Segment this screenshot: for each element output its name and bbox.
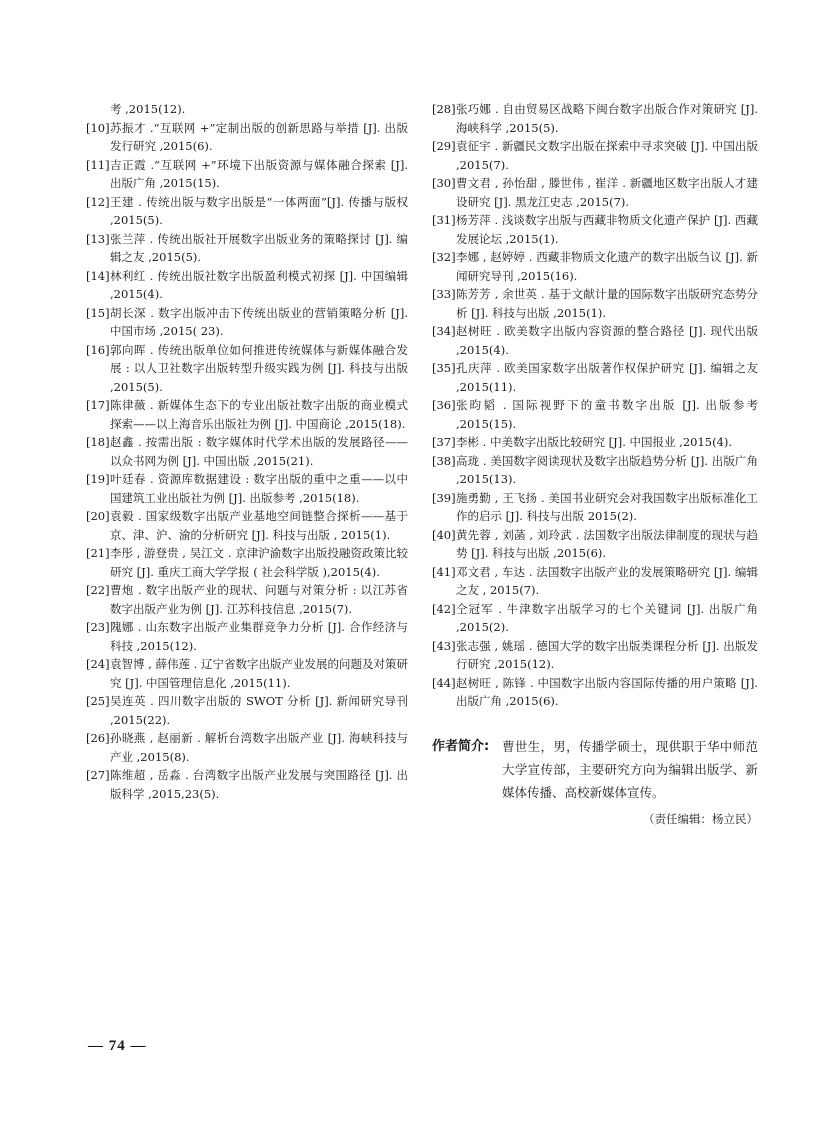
reference-item: [86, 193, 408, 230]
reference-number: [14]: [86, 268, 110, 283]
reference-item: [432, 359, 758, 396]
right-column: [432, 100, 758, 828]
reference-number: [17]: [86, 398, 110, 412]
reference-number: [12]: [86, 194, 110, 209]
reference-text: 杨芳萍 . 浅谈数字出版与西藏非物质文化遗产保护 [J]. 西藏发展论坛 ,2015(1).: [456, 213, 758, 246]
reference-item: [86, 267, 408, 304]
reference-item: [86, 618, 408, 655]
reference-number: [18]: [86, 435, 110, 449]
reference-text: 苏振才 .“互联网 +”定制出版的创新思路与举措 [J]. 出版发行研究 ,2015(6).: [110, 120, 408, 153]
reference-number: [24]: [86, 657, 110, 671]
reference-number: [15]: [86, 305, 110, 320]
reference-text: 张志强 , 姚瑶 . 德国大学的数字出版类课程分析 [J]. 出版发行研究 ,2015(12).: [456, 638, 758, 671]
reference-item: [86, 396, 408, 433]
reference-item: [432, 563, 758, 600]
reference-number: [29]: [432, 139, 456, 153]
reference-number: [36]: [432, 398, 456, 412]
reference-number: [28]: [432, 102, 456, 116]
reference-item: [86, 470, 408, 507]
reference-number: [41]: [432, 564, 456, 579]
reference-number: [43]: [432, 638, 456, 653]
reference-number: [35]: [432, 361, 456, 375]
reference-number: [10]: [86, 120, 110, 135]
reference-number: [19]: [86, 472, 110, 486]
reference-number: [16]: [86, 342, 110, 357]
reference-item: [432, 600, 758, 637]
reference-text: 袁智博 , 薛伟莲 . 辽宁省数字出版产业发展的问题及对策研究 [J]. 中国管理信息化 ,2015(11).: [110, 657, 408, 690]
reference-item: [432, 674, 758, 711]
reference-text: 李娜 , 赵婷婷 . 西藏非物质文化遗产的数字出版刍议 [J]. 新闻研究导刊 ,2015(16).: [456, 250, 758, 283]
reference-number: [11]: [86, 157, 110, 172]
reference-text: 袁征宇 . 新疆民文数字出版在探索中寻求突破 [J]. 中国出版 ,2015(7).: [456, 139, 758, 172]
reference-list-right: [432, 100, 758, 711]
reference-text: 邓文君 , 车达 . 法国数字出版产业的发展策略研究 [J]. 编辑之友 , 2015(7).: [456, 564, 758, 597]
reference-number: [40]: [432, 527, 456, 542]
author-bio: [432, 735, 758, 804]
reference-item: [432, 137, 758, 174]
reference-text: 胡长深 . 数字出版冲击下传统出版业的营销策略分析 [J]. 中国市场 ,2015( 23).: [110, 305, 408, 338]
reference-text: 曹文君 , 孙怡甜 , 滕世伟 , 崔洋 . 新疆地区数字出版人才建设研究 [J]. 黑龙江史志 ,2015(7).: [456, 176, 758, 209]
reference-text: 陈维超 , 岳淼 . 台湾数字出版产业发展与突围路径 [J]. 出版科学 ,2015,23(5).: [110, 768, 408, 801]
reference-text: 曹炮 . 数字出版产业的现状、问题与对策分析 : 以江苏省数字出版产业为例 [J]. 江苏科技信息 ,2015(7).: [110, 583, 408, 616]
reference-item: [432, 396, 758, 433]
reference-text: 高珑 . 美国数字阅读现状及数字出版趋势分析 [J]. 出版广角 ,2015(13).: [456, 453, 758, 486]
reference-text: 施勇勤 , 王飞扬 . 美国书业研究会对我国数字出版标准化工作的启示 [J]. 科技与出版 2015(2).: [456, 490, 758, 523]
reference-item: [432, 489, 758, 526]
reference-number: [37]: [432, 435, 456, 449]
left-column: [86, 100, 408, 803]
reference-item: [86, 119, 408, 156]
reference-item: [86, 544, 408, 581]
reference-item: [432, 452, 758, 489]
reference-item: [432, 211, 758, 248]
reference-text: 陈律薇 . 新媒体生态下的专业出版社数字出版的商业模式探索——以上海音乐出版社为例 [J]. 中国商论 ,2015(18).: [110, 398, 408, 431]
reference-item: [86, 766, 408, 803]
reference-number: [33]: [432, 287, 456, 301]
reference-number: [20]: [86, 509, 110, 523]
reference-item: [86, 655, 408, 692]
reference-item: [86, 729, 408, 766]
reference-text: 张兰萍 . 传统出版社开展数字出版业务的策略探讨 [J]. 编辑之友 ,2015(5).: [110, 231, 408, 264]
reference-text: 李彤 , 游登贵 , 吴江文 . 京津沪渝数字出版投融资政策比较研究 [J]. 重庆工商大学学报 ( 社会科学版 ),2015(4).: [110, 546, 408, 579]
reference-item: [86, 230, 408, 267]
reference-number: [26]: [86, 731, 110, 745]
reference-item: [86, 304, 408, 341]
reference-item: [86, 692, 408, 729]
reference-text: 赵树旺 . 欧美数字出版内容资源的整合路径 [J]. 现代出版 ,2015(4).: [456, 324, 758, 357]
reference-item: [432, 433, 758, 452]
reference-text: 袁毅 . 国家级数字出版产业基地空间链整合探析——基于京、津、沪、渝的分析研究 [J]. 科技与出版 , 2015(1).: [110, 509, 408, 542]
reference-item: [86, 156, 408, 193]
reference-text: 孙晓燕 , 赵丽新 . 解析台湾数字出版产业 [J]. 海峡科技与产业 ,2015(8).: [110, 731, 408, 764]
reference-item: [432, 637, 758, 674]
reference-item: [432, 285, 758, 322]
reference-text: 吴连英 . 四川数字出版的 SWOT 分析 [J]. 新闻研究导刊 ,2015(22).: [110, 694, 408, 727]
reference-text: 赵鑫 . 按需出版 : 数字媒体时代学术出版的发展路径——以众书网为例 [J]. 中国出版 ,2015(21).: [110, 435, 408, 468]
reference-text: 张巧娜 . 自由贸易区战略下闽台数字出版合作对策研究 [J]. 海峡科学 ,2015(5).: [456, 102, 758, 135]
reference-number: [22]: [86, 583, 110, 597]
reference-number: [23]: [86, 620, 110, 634]
reference-number: [13]: [86, 231, 110, 246]
reference-item: [432, 526, 758, 563]
reference-text: 仝冠军 . 牛津数字出版学习的七个关键词 [J]. 出版广角 ,2015(2).: [456, 601, 758, 634]
reference-text: 黄先蓉 , 刘菡 , 刘玲武 . 法国数字出版法律制度的现状与趋势 [J]. 科技与出版 ,2015(6).: [456, 527, 758, 560]
reference-text: 赵树旺 , 陈锋 . 中国数字出版内容国际传播的用户策略 [J]. 出版广角 ,2015(6).: [456, 675, 758, 708]
reference-number: [21]: [86, 546, 110, 560]
reference-number: [44]: [432, 675, 456, 690]
reference-item: [86, 341, 408, 397]
author-bio-text: 曹世生，男，传播学硕士，现供职于华中师范大学宣传部，主要研究方向为编辑出版学、新媒体传播、高校新媒体宣传。: [502, 738, 758, 800]
reference-text: 陈芳芳 , 余世英 . 基于文献计量的国际数字出版研究态势分析 [J]. 科技与出版 ,2015(1).: [456, 287, 758, 320]
reference-number: [25]: [86, 694, 110, 708]
reference-item: [432, 174, 758, 211]
reference-text: 吉正霞 .“互联网 +”环境下出版资源与媒体融合探索 [J]. 出版广角 ,2015(15).: [110, 157, 408, 190]
reference-number: [27]: [86, 768, 110, 782]
reference-item: [86, 581, 408, 618]
reference-number: [32]: [432, 250, 456, 264]
reference-number: [34]: [432, 324, 456, 338]
author-bio-label: 作者简介:: [432, 738, 490, 754]
reference-text: 孔庆萍 . 欧美国家数字出版著作权保护研究 [J]. 编辑之友 ,2015(11).: [456, 361, 758, 394]
reference-text: 叶廷春 . 资源库数据建设 : 数字出版的重中之重——以中国建筑工业出版社为例 [J]. 出版参考 ,2015(18).: [110, 472, 408, 505]
reference-item: [86, 433, 408, 470]
reference-text: 王建 . 传统出版与数字出版是“一体两面”[J]. 传播与版权 ,2015(5).: [110, 194, 408, 227]
reference-text: 郭向晖 . 传统出版单位如何推进传统媒体与新媒体融合发展 : 以人卫社数字出版转型升级实践为例 [J]. 科技与出版 ,2015(5).: [110, 342, 408, 394]
page-number: — 74 —: [88, 1038, 147, 1054]
reference-list-left: [86, 119, 408, 804]
reference-item: [86, 507, 408, 544]
reference-number: [39]: [432, 490, 456, 505]
reference-number: [38]: [432, 453, 456, 468]
reference-number: [31]: [432, 213, 456, 227]
reference-item: [432, 322, 758, 359]
reference-number: [30]: [432, 176, 456, 190]
reference-item: [432, 100, 758, 137]
reference-continuation: 考 ,2015(12).: [110, 102, 186, 116]
reference-item: [432, 248, 758, 285]
reference-number: [42]: [432, 601, 456, 616]
reference-text: 张昀韬 . 国际视野下的童书数字出版 [J]. 出版参考 ,2015(15).: [456, 398, 758, 431]
reference-text: 林利红 . 传统出版社数字出版盈利模式初探 [J]. 中国编辑 ,2015(4).: [110, 268, 408, 301]
reference-text: 李彬 . 中美数字出版比较研究 [J]. 中国报业 ,2015(4).: [456, 435, 733, 449]
reference-text: 隗娜 . 山东数字出版产业集群竞争力分析 [J]. 合作经济与科技 ,2015(12).: [110, 620, 408, 653]
editor-note: （责任编辑：杨立民）: [643, 811, 758, 826]
